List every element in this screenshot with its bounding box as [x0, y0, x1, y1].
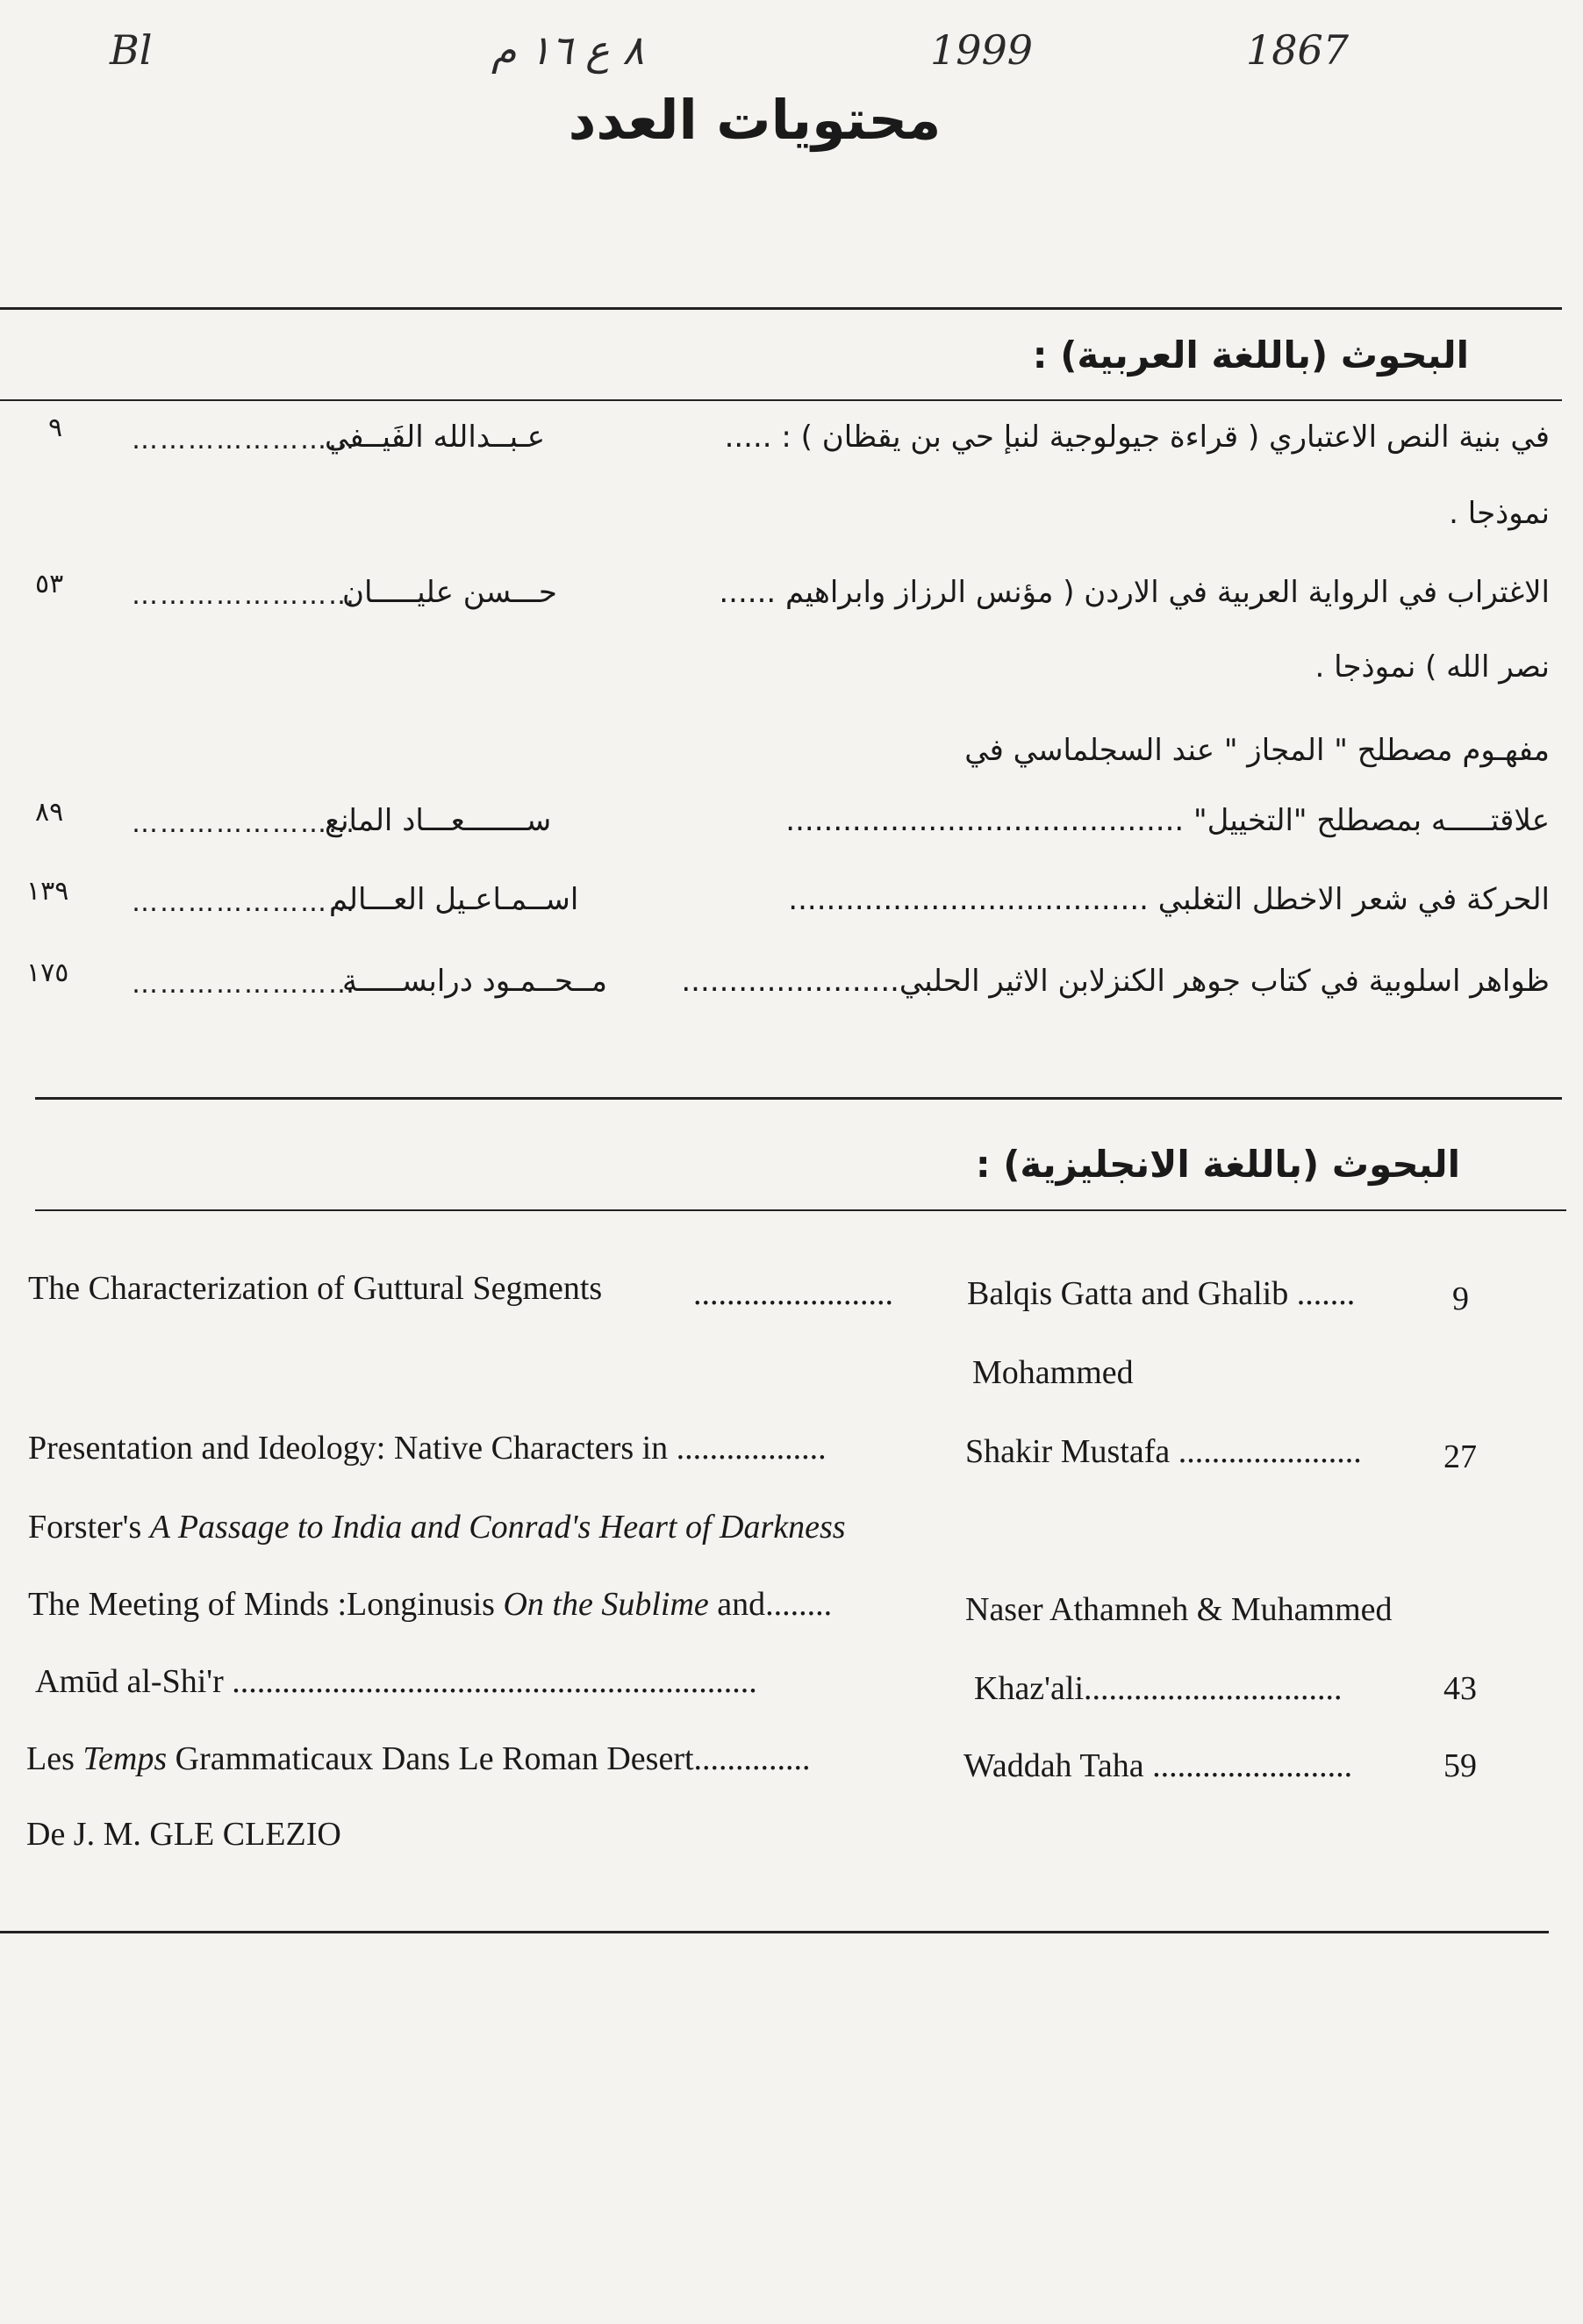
- english-entry-dots: ........................: [693, 1275, 893, 1312]
- english-entry-page: 43: [1443, 1670, 1477, 1707]
- title-italic: On the Sublime: [503, 1586, 709, 1623]
- english-entry-author-cont: Khaz'ali...............................: [974, 1670, 1343, 1707]
- arabic-section-heading: البحوث (باللغة العربية) :: [1032, 334, 1469, 377]
- english-entry-author: Shakir Mustafa ......................: [965, 1433, 1362, 1470]
- title-text: Grammaticaux Dans Le Roman Desert..............: [167, 1740, 811, 1777]
- arabic-entry-page: ٩: [48, 412, 63, 443]
- arabic-entry-dots: ……………………: [132, 808, 356, 839]
- arabic-entry-page: ١٣٩: [26, 876, 69, 907]
- title-text: Les: [26, 1740, 83, 1777]
- arabic-entry-author: اســمـاعـيل العـــالم: [329, 882, 579, 917]
- arabic-entry-author: مــحــمـود درابســـــة: [342, 964, 607, 999]
- arabic-entry-author: حـــسن عليـــــان: [342, 575, 557, 610]
- english-entry-author: Naser Athamneh & Muhammed: [965, 1591, 1393, 1628]
- arabic-entry-dots: ……………………: [132, 969, 356, 1000]
- handwritten-number: 1867: [1246, 26, 1350, 74]
- arabic-entry-page: ٥٣: [35, 569, 64, 599]
- english-entry-title: The Characterization of Guttural Segments: [28, 1270, 603, 1307]
- arabic-entry-title: الحركة في شعر الاخطل التغلبي ......................................: [788, 882, 1550, 917]
- english-entry-author-cont: Mohammed: [972, 1354, 1134, 1391]
- english-entry-title: [28, 1585, 832, 1624]
- english-entry-title-cont: [28, 1508, 846, 1546]
- arabic-entry-page: ١٧٥: [26, 958, 69, 988]
- arabic-entry-title-cont: نموذجا .: [1449, 496, 1550, 531]
- title-text: and: [402, 1509, 469, 1546]
- title-text: The Meeting of Minds :Longinusis: [28, 1586, 504, 1623]
- english-section-heading: البحوث (باللغة الانجليزية) :: [975, 1143, 1460, 1186]
- arabic-entry-title: الاغتراب في الرواية العربية في الاردن ( مؤنس الرزاز وابراهيم ......: [719, 575, 1550, 610]
- handwritten-code: Bl: [110, 26, 153, 74]
- title-italic: Conrad's Heart of Darkness: [469, 1509, 846, 1546]
- title-italic: A Passage to India: [149, 1509, 403, 1546]
- title-italic: Temps: [82, 1740, 168, 1777]
- arabic-heading-rule: [0, 399, 1562, 401]
- arabic-entry-dots: ……………………: [132, 887, 356, 918]
- english-entry-author: Waddah Taha ........................: [963, 1747, 1353, 1784]
- arabic-entry-dots: ……………………: [132, 425, 356, 455]
- arabic-entry-title: مفهـوم مصطلح " المجاز " عند السجلماسي في: [964, 733, 1550, 768]
- arabic-entry-title-cont: علاقتـــــه بمصطلح "التخييل" ..........................................: [785, 803, 1550, 838]
- english-entry-title-cont: De J. M. GLE CLEZIO: [26, 1816, 341, 1853]
- arabic-entry-author: ســـــــعـــاد المانع: [325, 803, 552, 838]
- arabic-entry-title: ظواهر اسلوبية في كتاب جوهر الكنزلابن الاثير الحلبي.......................: [681, 964, 1550, 999]
- english-entry-page: 9: [1452, 1280, 1469, 1317]
- title-text: Forster's: [28, 1509, 150, 1546]
- arabic-entry-author: عـبــدالله الفَيــفي: [325, 420, 546, 455]
- arabic-entry-title: في بنية النص الاعتباري ( قراءة جيولوجية لنبإ حي بن يقظان ) : .....: [724, 420, 1550, 455]
- page-title: محتويات العدد: [568, 88, 942, 152]
- bottom-rule: [0, 1931, 1549, 1933]
- english-entry-title-cont: Amūd al-Shi'r ...............................................................: [35, 1663, 757, 1700]
- arabic-entry-title-cont: نصر الله ) نموذجا .: [1314, 649, 1550, 685]
- english-entry-title: Presentation and Ideology: Native Characters in ..................: [28, 1430, 827, 1467]
- english-section-rule: [35, 1097, 1562, 1100]
- english-entry-page: 59: [1443, 1747, 1477, 1784]
- arabic-entry-page: ٨٩: [35, 797, 64, 828]
- top-rule: [0, 307, 1562, 310]
- english-entry-title: [26, 1739, 811, 1778]
- title-text: and........: [708, 1586, 833, 1623]
- arabic-entry-dots: ……………………: [132, 580, 356, 611]
- handwritten-issue-marks: ٨ ع ١٦ م: [491, 26, 644, 74]
- english-entry-page: 27: [1443, 1438, 1477, 1475]
- handwritten-year: 1999: [930, 26, 1034, 74]
- english-entry-author: Balqis Gatta and Ghalib .......: [967, 1275, 1356, 1312]
- english-heading-rule: [35, 1209, 1566, 1211]
